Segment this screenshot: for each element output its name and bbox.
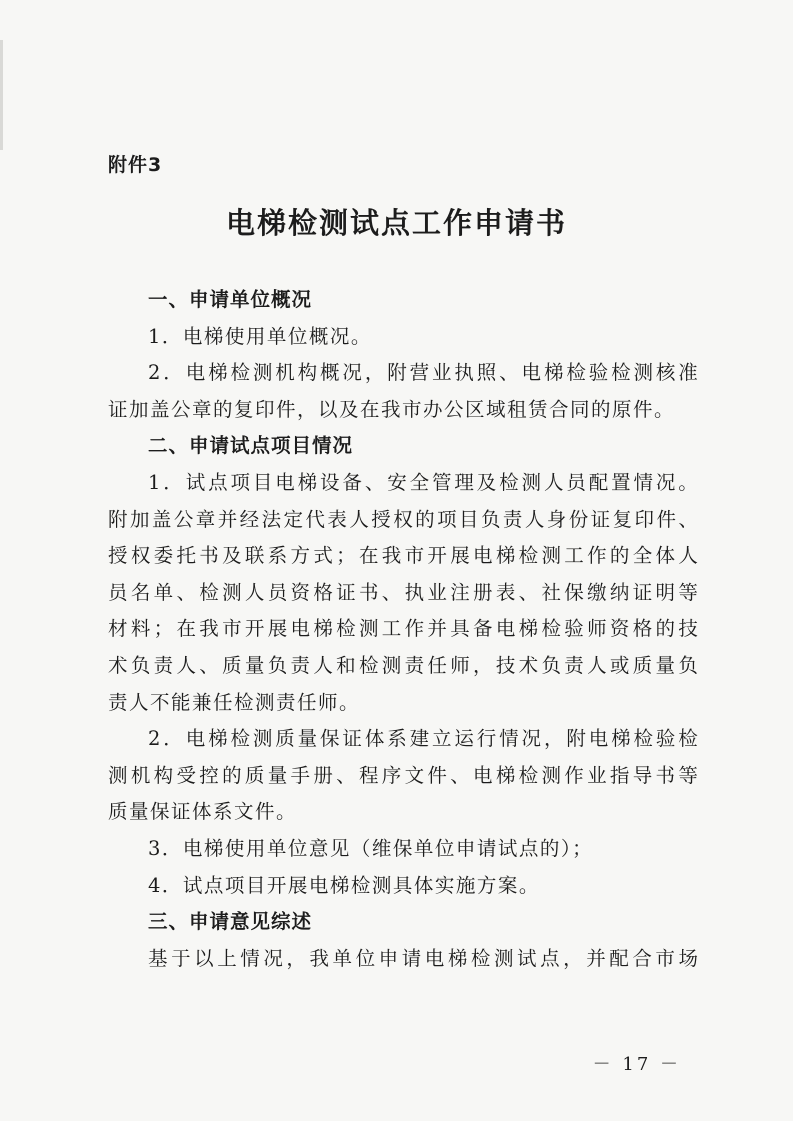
attachment-label: 附件3 — [108, 154, 163, 176]
section-heading: 一、申请单位概况 — [148, 288, 313, 311]
text-line: 质量保证体系文件。 — [108, 800, 298, 824]
text-line: 基 于 以 上 情 况 ， 我 单 位 申 请 电 梯 检 测 试 点 ， 并 配 合 市 场 — [148, 946, 698, 970]
text-line: 3．电梯使用单位意见（维保单位申请试点的）； — [148, 836, 594, 860]
document-title: 电梯检测试点工作申请书 — [225, 206, 567, 240]
text-line: 附 加 盖 公 章 并 经 法 定 代 表 人 授 权 的 项 目 负 责 人 身 份 证 复 印 件 、 — [108, 507, 698, 531]
text-line: 2 ． 电 梯 检 测 质 量 保 证 体 系 建 立 运 行 情 况 ， 附 电 梯 检 验 检 — [148, 727, 698, 751]
text-line: 材 料 ； 在 我 市 开 展 电 梯 检 测 工 作 并 具 备 电 梯 检 验 师 资 格 的 技 — [108, 617, 698, 641]
section-heading: 二、申请试点项目情况 — [148, 434, 354, 458]
text-line: 1 ． 试 点 项 目 电 梯 设 备 、 安 全 管 理 及 检 测 人 员 配 置 情 况 。 — [148, 470, 698, 494]
text-line: 测 机 构 受 控 的 质 量 手 册 、 程 序 文 件 、 电 梯 检 测 作 业 指 导 书 等 — [108, 763, 698, 787]
section-heading: 三、申请意见综述 — [148, 910, 313, 934]
text-line: 员 名 单 、 检 测 人 员 资 格 证 书 、 执 业 注 册 表 、 社 保 缴 纳 证 明 等 — [108, 580, 698, 604]
scan-edge-mark — [0, 40, 3, 150]
text-line: 4．试点项目开展电梯检测具体实施方案。 — [148, 873, 540, 897]
text-line: 2 ． 电 梯 检 测 机 构 概 况 ， 附 营 业 执 照 、 电 梯 检 验 检 测 核 准 — [148, 361, 698, 385]
page-number: － 17 － — [592, 1054, 681, 1075]
text-line: 授 权 委 托 书 及 联 系 方 式 ； 在 我 市 开 展 电 梯 检 测 工 作 的 全 体 人 — [108, 544, 698, 568]
text-line: 证加盖公章的复印件，以及在我市办公区域租赁合同的原件。 — [108, 397, 676, 421]
body-text — [108, 282, 698, 977]
text-line: 责人不能兼任检测责任师。 — [108, 690, 361, 714]
text-line: 术 负 责 人 、 质 量 负 责 人 和 检 测 责 任 师 ， 技 术 负 责 人 或 质 量 负 — [108, 653, 698, 677]
text-line: 1．电梯使用单位概况。 — [148, 324, 372, 348]
